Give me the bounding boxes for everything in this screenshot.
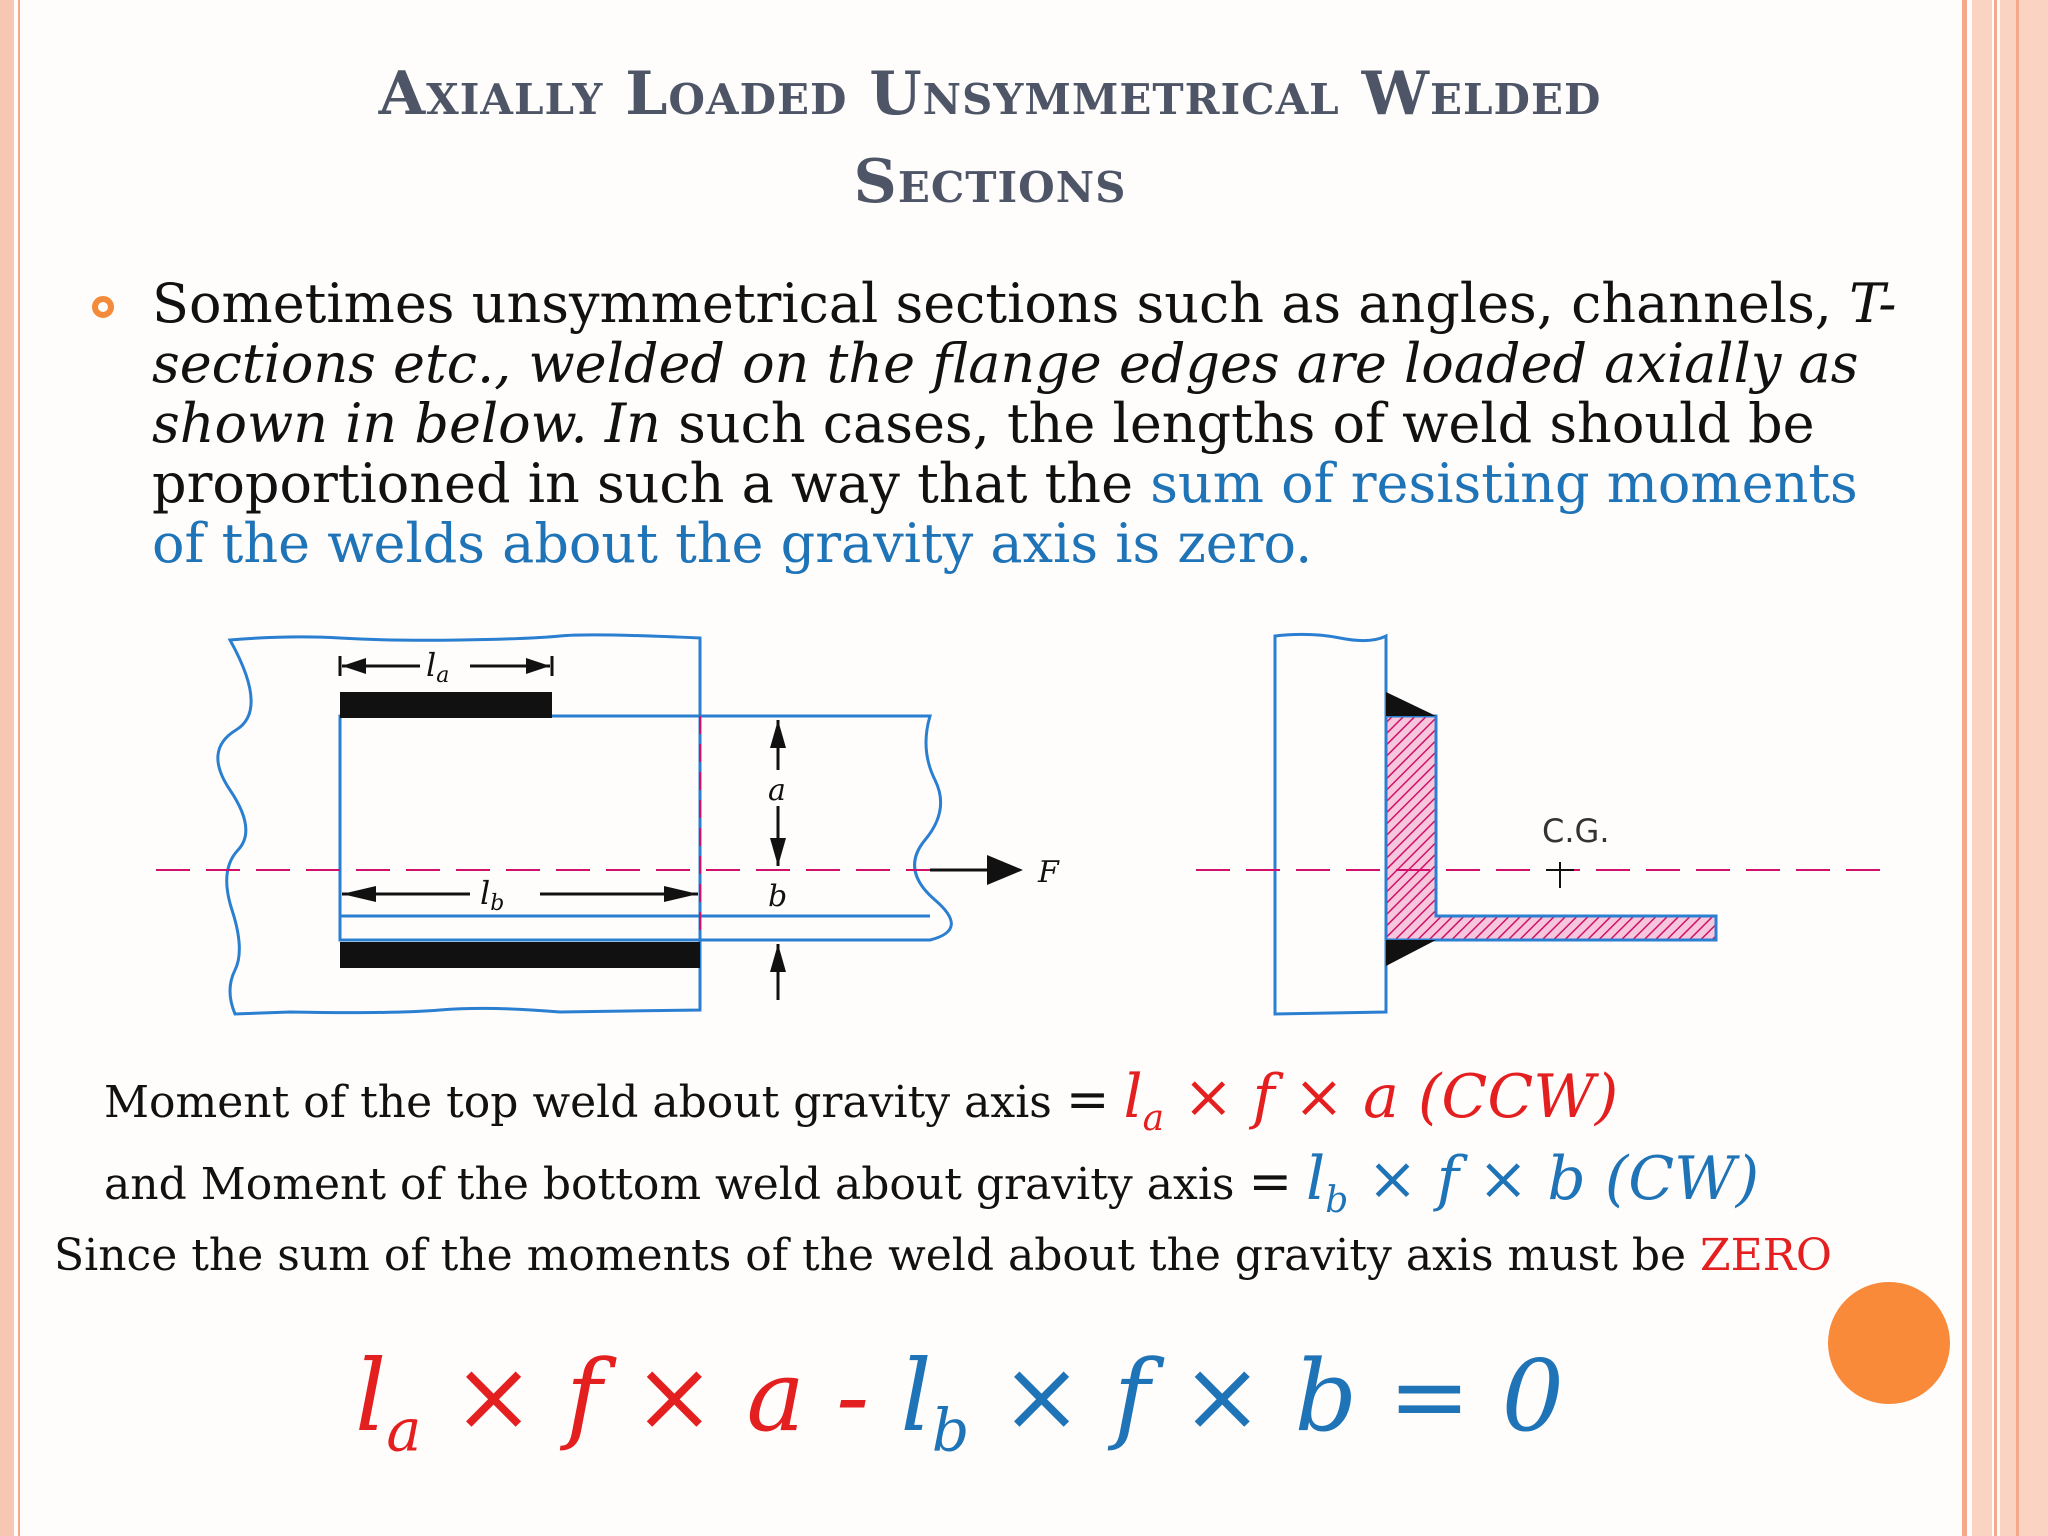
side-plate: [1275, 634, 1386, 1014]
equation-condition: [54, 1230, 1832, 1281]
eq1-math: $l_a \times f \times a$ (CCW): [1123, 1062, 1619, 1139]
la-label: la: [426, 646, 450, 688]
eq1-text: Moment of the top weld about gravity axis: [104, 1077, 1052, 1128]
eq2-equals: =: [1248, 1152, 1293, 1212]
right-border-stripe: [1972, 0, 1992, 1536]
cg-label: C.G.: [1542, 812, 1610, 850]
final-red-part: $l_a \times f \times a$ -: [355, 1340, 901, 1465]
lb-label: lb: [480, 874, 505, 916]
force-label: F: [1038, 855, 1059, 890]
orange-circle-decoration: [1828, 1282, 1950, 1404]
bullet-circle-icon: [92, 296, 114, 318]
eq3-zero: ZERO: [1700, 1230, 1832, 1281]
eq2-math: $l_b \times f \times b$ (CW): [1306, 1144, 1760, 1221]
equation-top-weld: [104, 1062, 1618, 1139]
right-border-stripe: [1994, 0, 1997, 1536]
weld-diagram: [140, 610, 1900, 1030]
right-border-stripe: [1962, 0, 1967, 1536]
bullet-text-italic: T-sections etc., welded on the flange edges are loaded axially as shown in below. In: [152, 272, 1897, 455]
b-label: b: [768, 879, 788, 914]
top-weld-triangle: [1386, 692, 1436, 716]
bullet-text-1: Sometimes unsymmetrical sections such as angles, channels,: [152, 272, 1832, 335]
angle-member: [340, 716, 951, 940]
eq3-text: Since the sum of the moments of the weld about the gravity axis must be: [54, 1230, 1701, 1281]
eq2-text: and Moment of the bottom weld about gravity axis: [104, 1159, 1235, 1210]
final-blue-part: $l_b \times f \times b = 0$: [900, 1340, 1564, 1465]
slide-title: [120, 50, 1860, 226]
left-border-line: [18, 0, 20, 1536]
top-weld: [340, 692, 552, 718]
title-line-1: Axially Loaded Unsymmetrical Welded: [378, 59, 1602, 129]
right-border-stripe: [2000, 0, 2048, 1536]
right-border-stripe: [2016, 0, 2019, 1536]
a-label: a: [768, 773, 786, 808]
left-border-decoration: [0, 0, 14, 1536]
equation-bottom-weld: [104, 1144, 1759, 1221]
title-line-2: Sections: [853, 147, 1127, 217]
bottom-weld-triangle: [1386, 940, 1436, 966]
bullet-text-3: such cases, the lengths of weld should be proportioned in such a way that the: [152, 392, 1815, 515]
bottom-weld: [340, 942, 700, 968]
bullet-text-blue: sum of resisting moments of the welds about the gravity axis is zero.: [152, 452, 1858, 575]
bullet-paragraph: [152, 274, 1922, 574]
final-equation: [355, 1340, 1564, 1465]
eq1-equals: =: [1065, 1070, 1110, 1130]
